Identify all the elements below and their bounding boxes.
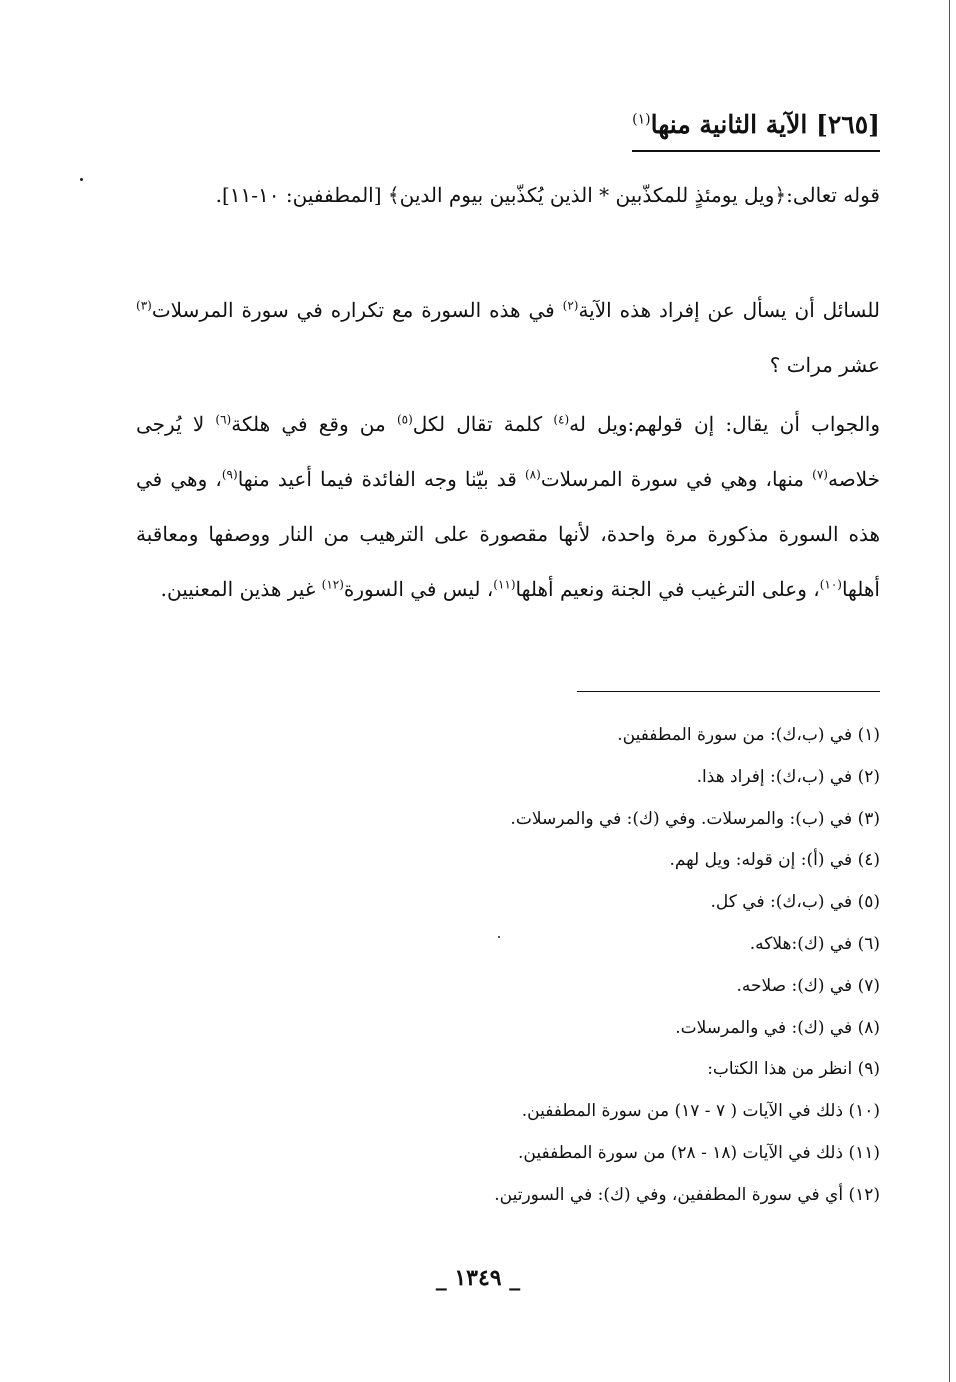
footnote-ref: (٢) — [562, 298, 579, 313]
answer-paragraph — [136, 397, 880, 617]
footnote-item: (١٢) أي في سورة المطففين، وفي (ك): في السورتين. — [494, 1184, 880, 1205]
footnote-ref: (١٢) — [321, 577, 344, 592]
footnote-item: (٧) في (ك): صلاحه. — [736, 975, 880, 996]
paragraph-text: غير هذين المعنيين. — [160, 577, 322, 601]
footnote-list — [136, 715, 880, 1217]
paragraph-text: للسائل أن يسأل عن إفراد هذه الآية — [578, 298, 881, 322]
footnote-item: (١) في (ب،ك): من سورة المطففين. — [617, 725, 880, 745]
footnote-item: (٦) في (ك):هلاكه. — [749, 933, 880, 954]
paragraph-text: ، ليس في السورة — [343, 577, 494, 601]
footnote-ref: (٥) — [396, 412, 413, 427]
footnote-item: (٩) انظر من هذا الكتاب: — [707, 1059, 880, 1080]
footnote-item: (١١) ذلك في الآيات (١٨ - ٢٨) من سورة المطففين. — [518, 1142, 880, 1163]
footnote-item: (١٠) ذلك في الآيات ( ٧ - ١٧) من سورة المطففين. — [521, 1101, 880, 1122]
paragraph-text: والجواب أن يقال: إن قولهم:ويل له — [569, 412, 880, 436]
verse-paragraph — [136, 168, 880, 223]
paragraph-text: في هذه السورة مع تكراره في سورة المرسلات — [151, 298, 563, 322]
footnote-ref: (٦) — [215, 412, 232, 427]
paragraph-text: عشر مرات ؟ — [769, 353, 880, 377]
footnote-ref: (٤) — [553, 412, 570, 427]
section-heading — [632, 103, 880, 152]
heading-text: [٢٦٥] الآية الثانية منها — [650, 110, 880, 139]
footnote-ref: (٩) — [221, 467, 238, 482]
question-paragraph — [136, 283, 880, 393]
paragraph-text: من وقع في هلكة — [231, 412, 397, 436]
paragraph-text: كلمة تقال لكل — [412, 412, 554, 436]
footnote-item: (٢) في (ب،ك): إفراد هذا. — [696, 766, 880, 787]
paragraph-text: ، وهي في هذه السورة مذكورة مرة واحدة، لأنها مقصورة على الترهيب من النار ووصفها ومعاقبة أهلها — [136, 467, 880, 601]
footnote-ref: (٧) — [812, 467, 828, 482]
scan-speck — [80, 178, 83, 181]
footnote-ref: (١٠) — [819, 577, 842, 592]
scan-speck — [498, 936, 500, 938]
paragraph-text: قد بيّنا وجه الفائدة فيما أعيد منها — [237, 467, 525, 491]
footnote-item: (٨) في (ك): في والمرسلات. — [675, 1017, 880, 1038]
paragraph-text: ، وعلى الترغيب في الجنة ونعيم أهلها — [515, 577, 820, 601]
footnote-item: (٤) في (أ): إن قوله: ويل لهم. — [669, 850, 880, 871]
footnote-ref: (٣) — [136, 298, 152, 313]
footnote-ref: (١١) — [493, 577, 516, 592]
footnote-item: (٣) في (ب): والمرسلات. وفي (ك): في والمرسلات. — [510, 808, 880, 829]
page-edge-line — [949, 0, 950, 1382]
footnote-ref: (٨) — [524, 467, 541, 482]
paragraph-text: قوله تعالى:﴿ويل يومئذٍ للمكذّبين * الذين يُكذّبين بيوم الدين﴾ [المطففين: ١٠-١١]. — [215, 183, 880, 207]
footnote-item: (٥) في (ب،ك): في كل. — [710, 892, 880, 913]
paragraph-text: لا يُرجى خلاصه — [136, 412, 880, 491]
footnote-separator — [577, 691, 880, 692]
page-number: _ ١٣٤٩ _ — [435, 1265, 521, 1291]
heading-footnote-ref: (١) — [632, 111, 651, 128]
paragraph-text: منها، وهي في سورة المرسلات — [540, 467, 813, 491]
